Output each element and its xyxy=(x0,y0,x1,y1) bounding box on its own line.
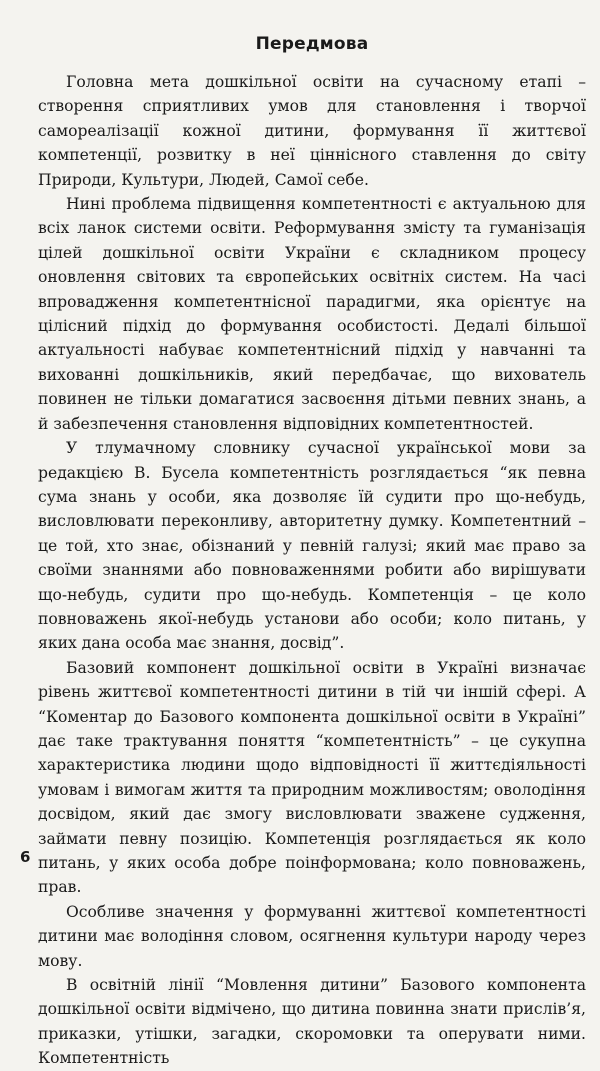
paragraph-5: Особливе значення у формуванні життєвої компетентності дитини має володіння словом, осягнення культури народу через мову. xyxy=(38,902,586,970)
page-content xyxy=(38,26,586,1071)
paragraph-1: Головна мета дошкільної освіти на сучасному етапі – створення сприятливих умов для становлення і творчої самореалізації кожної дитини, формування її життєвої компетенції, розвитку в неї ціннісного ставлення до світу Природи, Культури, Людей, Самої себе. xyxy=(38,73,586,189)
paragraph-4: Базовий компонент дошкільної освіти в Україні визначає рівень життєвої компетентності дитини в тій чи іншій сфері. А “Коментар до Базового компонента дошкільної освіти в Україні” дає таке трактування поняття “компетентність” – це сукупна характеристика людини щодо відповідності її життєдіяльності умовам і вимогам життя та природним можливостям; оволодіння досвідом, який дає змогу висловлювати зважене судження, займати певну позицію. Компетенція розглядається як коло питань, у яких особа добре поінформована; коло повноважень, прав. xyxy=(38,658,586,897)
page-title: Передмова xyxy=(255,34,369,54)
paragraph-6: В освітній лінії “Мовлення дитини” Базового компонента дошкільної освіти відмічено, що дитина повинна знати прислів’я, приказки, утішки, загадки, скоромовки та оперувати ними. Компетентність xyxy=(38,976,586,1068)
page-number: 6 xyxy=(20,848,31,866)
paragraph-2: Нині проблема підвищення компетентності є актуальною для всіх ланок системи освіти. Реформування змісту та гуманізація цілей дошкільної освіти України є складником процесу оновлення світових та європейських освітніх систем. На часі впровадження компетентнісної парадигми, яка орієнтує на цілісний підхід до формування особистості. Дедалі більшої актуальності набуває компетентнісний підхід у навчанні та вихованні дошкільників, який передбачає, що вихователь повинен не тільки домагатися засвоєння дітьми певних знань, а й забезпечення становлення відповідних компетентностей. xyxy=(38,195,586,433)
paragraph-3: У тлумачному словнику сучасної української мови за редакцією В. Бусела компетентність розглядається “як певна сума знань у особи, яка дозволяє їй судити про що-небудь, висловлювати переконливу, авторитетну думку. Компетентний – це той, хто знає, обізнаний у певній галузі; який має право за своїми знаннями або повноваженнями робити або вирішувати що-небудь, судити про що-небудь. Компетенція – це коло повноважень якої-небудь установи або особи; коло питань, у яких дана особа має знання, досвід”. xyxy=(38,439,586,653)
